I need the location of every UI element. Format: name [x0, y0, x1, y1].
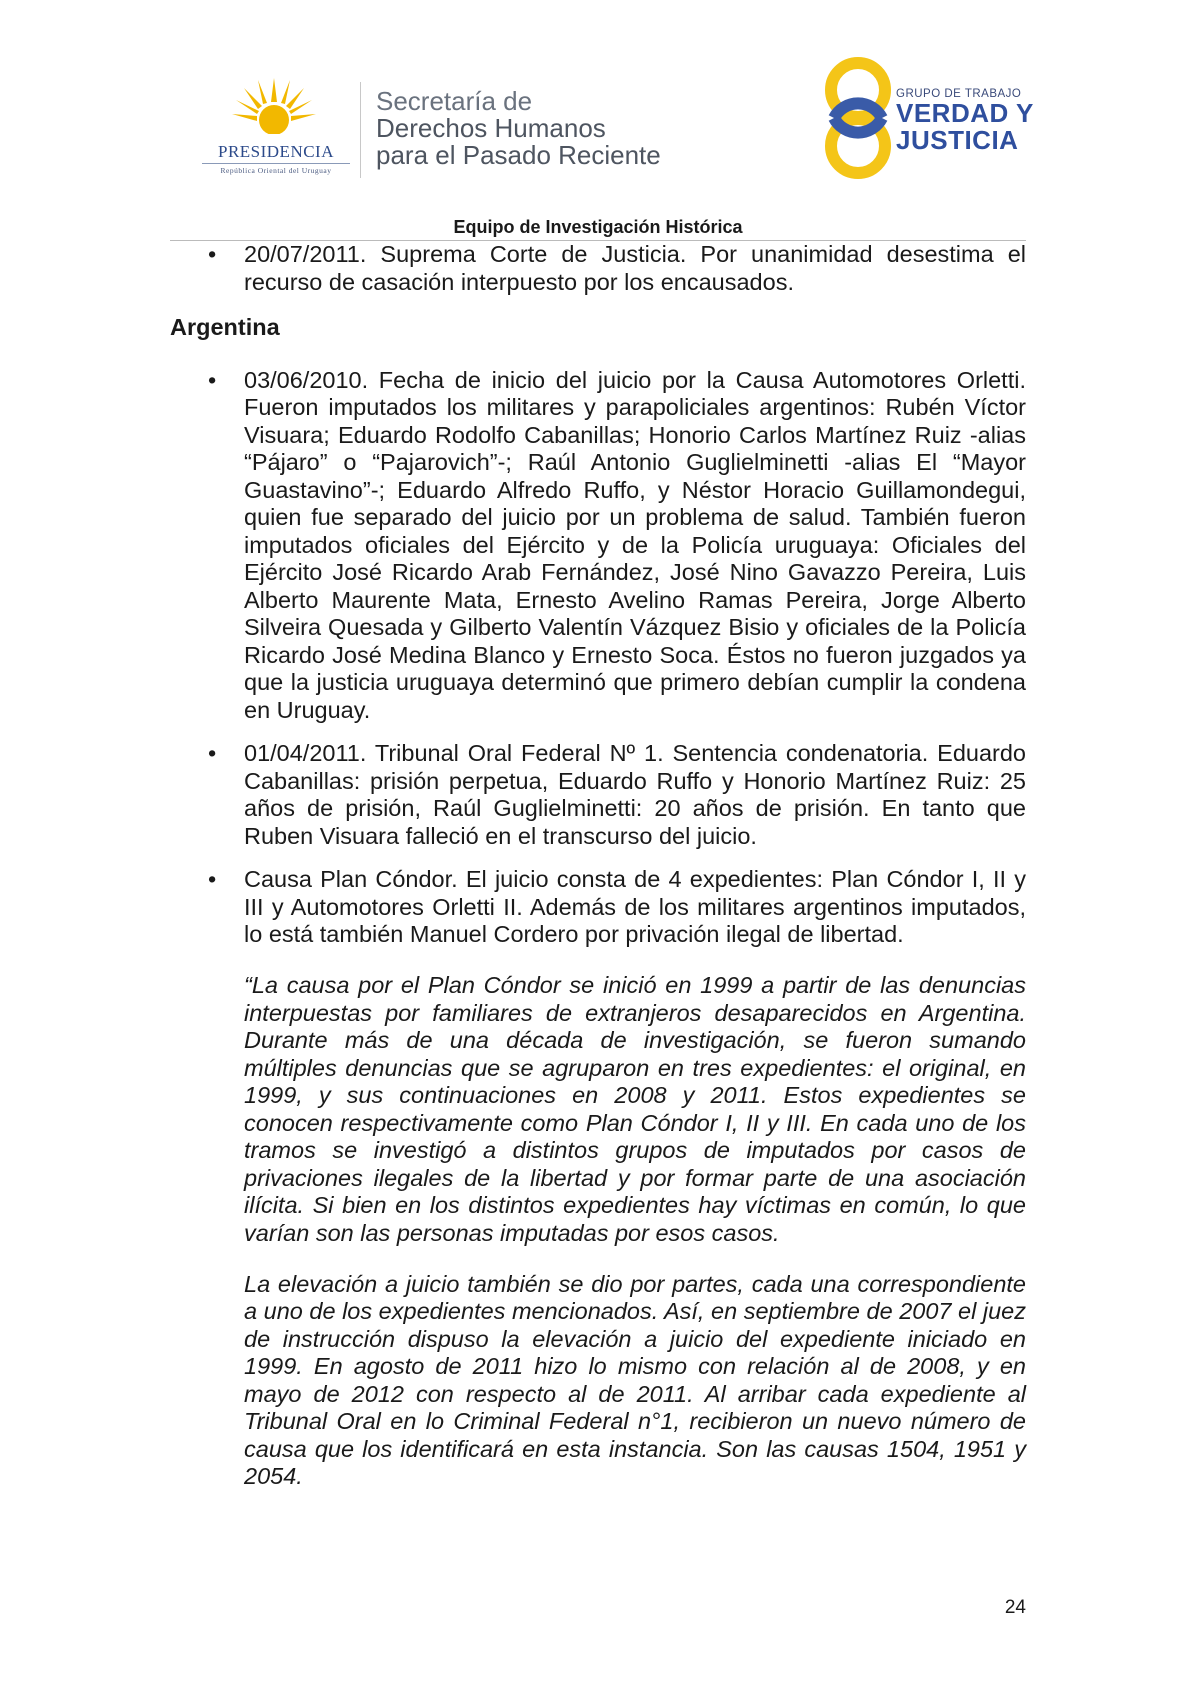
verdad-justicia-text	[896, 88, 1034, 154]
list-item	[170, 866, 1026, 949]
secretaria-line-2: Derechos Humanos	[376, 113, 606, 143]
secretaria-title	[376, 88, 661, 169]
list-item	[170, 241, 1026, 296]
bullet-icon: •	[208, 740, 217, 766]
list-item-text: Causa Plan Cóndor. El juicio consta de 4 expedientes: Plan Cóndor I, II y III y Automotores Orletti II. Además de los militares argentinos imputados, lo está también Manuel Cordero por privación ilegal de libertad.	[244, 866, 1026, 947]
page-number: 24	[1004, 1597, 1026, 1618]
list-item-text: 01/04/2011. Tribunal Oral Federal Nº 1. Sentencia condenatoria. Eduardo Cabanillas: prisión perpetua, Eduardo Ruffo y Honorio Martínez Ruiz: 25 años de prisión, Raúl Guglielminetti: 20 años de prisión. En tanto que Ruben Visuara falleció en el transcurso del juicio.	[244, 740, 1026, 849]
verdad-label: VERDAD Y	[896, 98, 1034, 128]
list-item-text: 20/07/2011. Suprema Corte de Justicia. Por unanimidad desestima el recurso de casación interpuesto por los encausados.	[244, 241, 1026, 295]
quote-paragraph: “La causa por el Plan Cóndor se inició en 1999 a partir de las denuncias interpuestas por familiares de extranjeros desaparecidos en Argentina. Durante más de una década de investigación, se fueron sumando múltiples denuncias que se agruparon en tres expedientes: el original, en 1999, y sus continuaciones en 2008 y 2011. Estos expedientes se conocen respectivamente como Plan Cóndor I, II y III. En cada uno de los tramos se investigó a distintos grupos de imputados por casos de privaciones ilegales de la libertad y por formar parte de una asociación ilícita. Si bien en los distintos expedientes hay víctimas en común, lo que varían son las personas imputadas por esos casos.	[244, 972, 1026, 1246]
running-header: Equipo de Investigación Histórica	[453, 217, 743, 237]
bullet-icon: •	[208, 366, 217, 393]
list-item-text: 03/06/2010. Fecha de inicio del juicio por la Causa Automotores Orletti. Fueron imputados los militares y parapoliciales argentinos: Rubén Víctor Visuara; Eduardo Rodolfo Cabanillas; Honorio Carlos Martínez Ruiz -alias “Pájaro” o “Pajarovich”-; Raúl Antonio Guglielminetti -alias El “Mayor Guastavino”-; Eduardo Alfredo Ruffo, y Néstor Horacio Guillamondegui, quien fue separado del juicio por un problema de salud. También fueron imputados oficiales del Ejército y de la Policía uruguaya: Oficiales del Ejército José Ricardo Arab Fernández, José Nino Gavazzo Pereira, Luis Alberto Maurente Mata, Ernesto Avelino Ramas Pereira, Jorge Alberto Silveira Quesada y Gilberto Valentín Vázquez Bisio y oficiales de la Policía Ricardo José Medina Blanco y Ernesto Soca. Éstos no fueron juzgados ya que la justicia uruguaya determinó que primero debían cumplir la condena en Uruguay.	[244, 366, 1026, 723]
justicia-label: JUSTICIA	[896, 125, 1019, 155]
presidencia-subtitle: República Oriental del Uruguay	[220, 166, 332, 175]
page-header	[0, 0, 1190, 215]
list-item	[170, 740, 1026, 850]
bullet-icon: •	[208, 866, 217, 892]
grupo-label: GRUPO DE TRABAJO	[896, 88, 1022, 100]
linked-rings-icon	[820, 56, 896, 180]
logo-divider	[202, 163, 350, 164]
list-item	[170, 367, 1026, 725]
secretaria-line-3: para el Pasado Reciente	[376, 140, 661, 170]
secretaria-line-1: Secretaría de	[376, 86, 533, 116]
section-heading-argentina: Argentina	[170, 314, 280, 340]
verdad-justicia-logo	[820, 56, 1060, 180]
logo-separator	[360, 82, 361, 178]
bullet-icon: •	[208, 241, 217, 267]
document-body	[170, 241, 1026, 1507]
quote-paragraph: La elevación a juicio también se dio por partes, cada una correspondiente a uno de los expedientes mencionados. Así, en septiembre de 2007 el juez de instrucción dispuso la elevación a juicio del expediente iniciado en 1999. En agosto de 2011 hizo lo mismo con relación al de 2008, y en mayo de 2012 con respecto al de 2011. Al arribar cada expediente al Tribunal Oral en lo Criminal Federal n°1, recibieron un nuevo número de causa que los identificará en esta instancia. Son las causas 1504, 1951 y 2054.	[244, 1270, 1026, 1489]
presidencia-wordmark: PRESIDENCIA	[217, 142, 334, 161]
sun-icon	[232, 78, 316, 144]
presidencia-logo	[196, 78, 356, 178]
